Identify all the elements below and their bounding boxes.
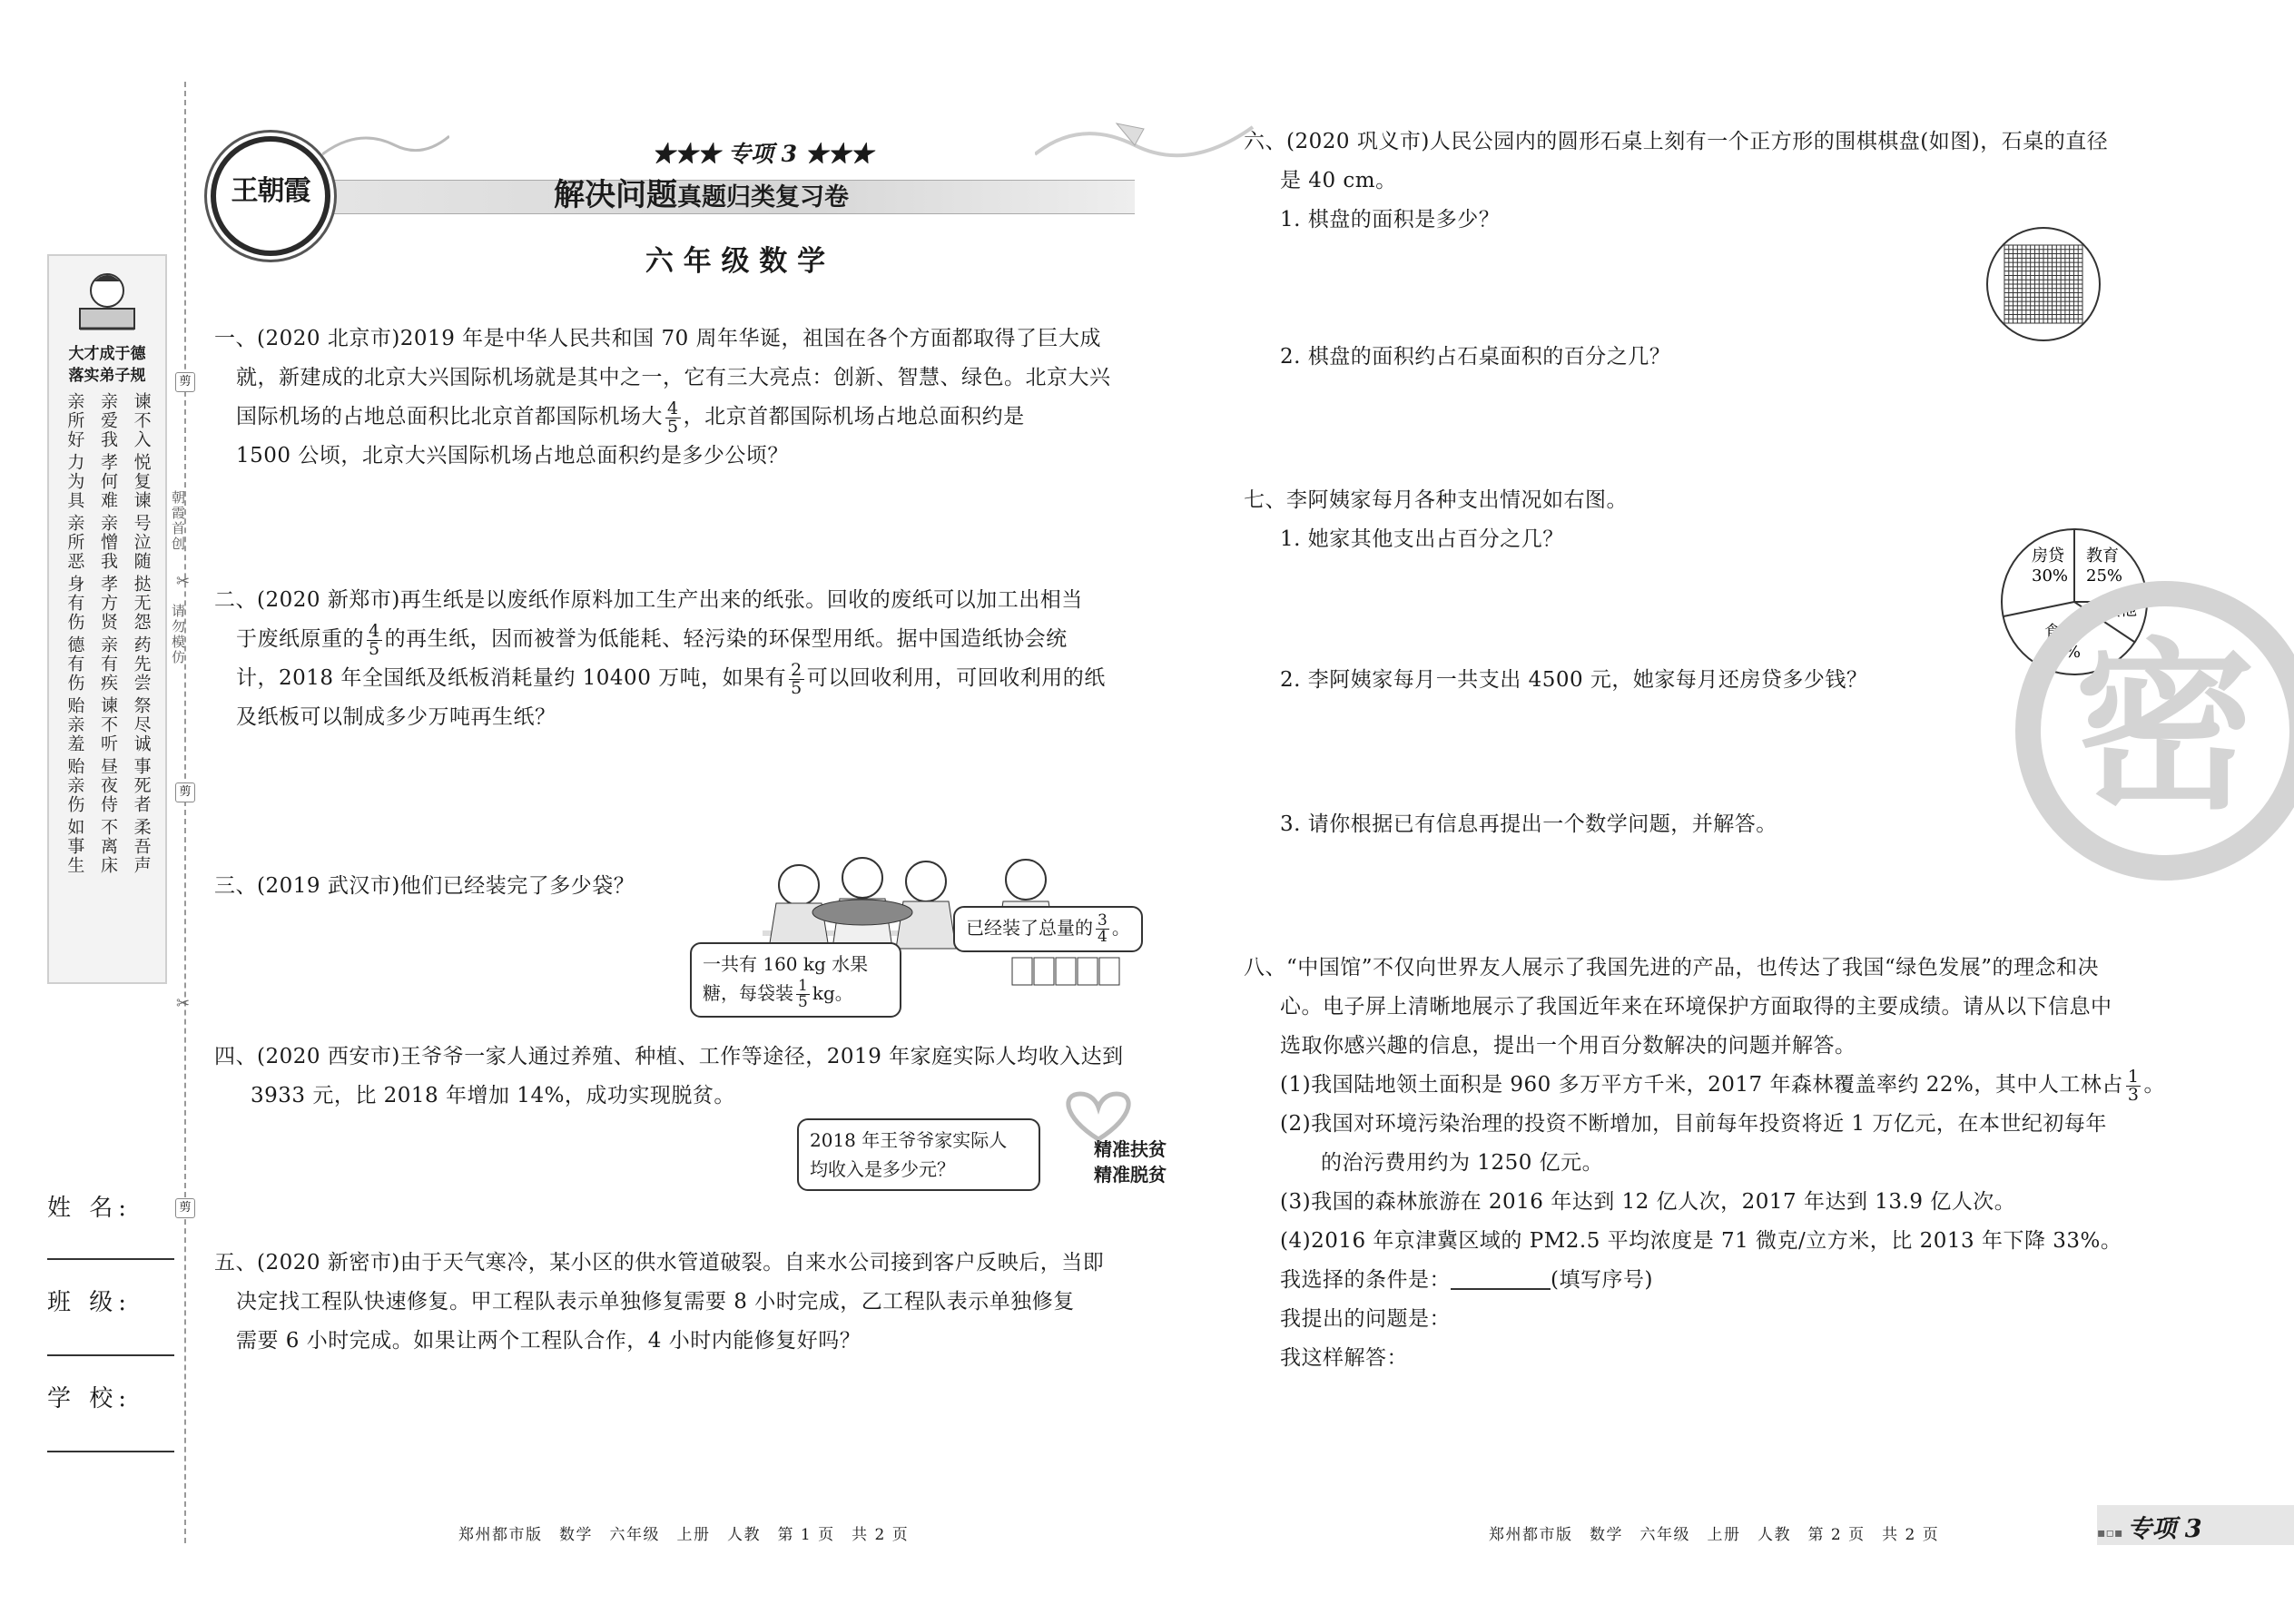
verse: 亲有疾 <box>97 635 118 693</box>
q2-text: 可以回收利用，可回收利用的纸 <box>806 666 1106 690</box>
condition-answer-blank[interactable] <box>1451 1288 1551 1290</box>
q5-line: 需要 6 小时完成。如果让两个工程队合作，4 小时内能修复好吗？ <box>236 1329 861 1353</box>
paper-title <box>554 176 849 217</box>
pie-label-education: 教育 <box>2086 546 2119 566</box>
question-1 <box>214 320 1177 476</box>
q8-ask: 我提出的问题是： <box>1280 1307 1451 1331</box>
verse: 贻亲羞 <box>64 696 85 753</box>
pie-value-education: 25% <box>2086 566 2123 586</box>
verse: 事死者 <box>131 757 152 814</box>
speech-bubble-packed <box>953 906 1143 952</box>
q7-sub: 2. 李阿姨家每月一共支出 4500 元，她家每月还房贷多少钱？ <box>1280 668 1868 692</box>
bubble-text: 2018 年王爷爷家实际人 <box>810 1129 1008 1151</box>
verse: 药先尝 <box>131 635 152 693</box>
brand-logo <box>211 136 330 256</box>
child-reading-illustration <box>67 265 147 341</box>
q1-line <box>214 398 1177 437</box>
grade-subject: 六 年 级 数 学 <box>645 245 826 278</box>
denominator: 4 <box>1098 928 1108 946</box>
q1-text: 国际机场的占地总面积比北京首都国际机场大 <box>236 405 663 428</box>
bubble-text-part: 。 <box>1111 917 1130 939</box>
bubble-text: 均收入是多少元？ <box>810 1158 955 1180</box>
speech-bubble-total <box>690 942 901 1018</box>
scissors-icon: ✂ <box>176 994 191 1013</box>
verse: 挞无怨 <box>131 575 152 632</box>
numerator: 3 <box>1098 911 1108 930</box>
question-4 <box>214 1038 1177 1116</box>
q6-line: 六、(2020 巩义市)人民公园内的圆形石桌上刻有一个正方形的围棋棋盘(如图)，石桌的直径 <box>1244 130 2109 153</box>
q8-text: (1)我国陆地领土面积是 960 多万平方千米，2017 年森林覆盖率约 22%，其中人工林占 <box>1280 1073 2123 1097</box>
q3-line: 三、(2019 武汉市)他们已经装完了多少袋？ <box>214 874 635 898</box>
side-note: 请勿模仿 <box>170 604 186 665</box>
fraction <box>1096 913 1109 945</box>
school-label: 学 校: <box>47 1385 133 1412</box>
verse-grid <box>58 392 158 875</box>
question-6 <box>1244 123 2224 240</box>
verse: 身有伤 <box>64 575 85 632</box>
bubble-text <box>703 979 889 1010</box>
bubble-text-part: kg。 <box>812 982 853 1004</box>
verse: 柔吾声 <box>131 818 152 875</box>
q2-text: 计，2018 年全国纸及纸板消耗量约 10400 万吨，如果有 <box>236 666 787 690</box>
bubble-text-part: 糖，每袋装 <box>703 982 793 1004</box>
pie-label-other: 其他 <box>2104 601 2137 620</box>
cut-line <box>184 82 186 1543</box>
bubble-text: 一共有 160 kg 水果 <box>703 953 869 975</box>
pie-label-food: 食物 <box>2044 623 2077 642</box>
cut-mark: 剪 <box>175 372 195 392</box>
denominator: 5 <box>369 638 380 659</box>
q1-line: 就，新建成的北京大兴国际机场就是其中之一，它有三大亮点：创新、智慧、绿色。北京大兴 <box>236 366 1111 389</box>
title-rest: 真题归类复习卷 <box>677 183 849 212</box>
cut-mark: 剪 <box>175 1198 195 1218</box>
q8-condition <box>1244 1066 2224 1105</box>
q7-sub: 3. 请你根据已有信息再提出一个数学问题，并解答。 <box>1280 812 1777 836</box>
verse: 悦复谏 <box>131 453 152 510</box>
q8-condition: 的治污费用约为 1250 亿元。 <box>1321 1151 1604 1175</box>
pie-label-mortgage: 房贷 <box>2032 546 2064 566</box>
heart-icon <box>1062 1089 1135 1144</box>
verse: 昼夜侍 <box>97 757 118 814</box>
question-8 <box>1244 949 2224 1378</box>
verse: 孝何难 <box>97 453 118 510</box>
slogan-line: 精准脱贫 <box>1094 1164 1167 1186</box>
question-5 <box>214 1244 1177 1361</box>
q5-line: 决定找工程队快速修复。甲工程队表示单独修复需要 8 小时完成，乙工程队表示单独修复 <box>236 1290 1075 1314</box>
q2-line <box>214 659 1177 698</box>
q8-line: 选取你感兴趣的信息，提出一个用百分数解决的问题并解答。 <box>1280 1034 1856 1058</box>
slogan <box>1058 1137 1167 1187</box>
pie-value-food: 36% <box>2044 643 2082 662</box>
section-tag-text: 专项 3 <box>2127 1515 2202 1543</box>
numerator: 4 <box>369 620 380 641</box>
slogan-line: 精准扶贫 <box>1094 1138 1167 1160</box>
verse: 不离床 <box>97 818 118 875</box>
school-field[interactable] <box>47 1451 174 1452</box>
q1-line: 一、(2020 北京市)2019 年是中华人民共和国 70 周年华诞，祖国在各个方面都取得了巨大成 <box>214 327 1102 350</box>
scissors-icon: ✂ <box>176 572 191 591</box>
title-bold: 解决问题 <box>554 177 677 213</box>
numerator: 4 <box>667 398 679 418</box>
verse: 祭尽诚 <box>131 696 152 753</box>
q5-line: 五、(2020 新密市)由于天气寒冷，某小区的供水管道破裂。自来水公司接到客户反映后，当即 <box>214 1251 1105 1275</box>
motto-line-2: 落实弟子规 <box>68 367 146 385</box>
class-label: 班 级: <box>47 1289 133 1316</box>
verse: 亲所好 <box>64 392 85 449</box>
q6-sub: 2. 棋盘的面积约占石桌面积的百分之几？ <box>1280 345 1671 369</box>
name-field[interactable] <box>47 1258 174 1260</box>
verse: 孝方贤 <box>97 575 118 632</box>
student-info <box>47 1189 133 1412</box>
cut-mark: 剪 <box>175 782 195 802</box>
q8-text: (填写序号) <box>1551 1268 1653 1292</box>
class-field[interactable] <box>47 1354 174 1356</box>
verse: 亲憎我 <box>97 514 118 571</box>
bubble-text-part: 已经装了总量的 <box>966 917 1093 939</box>
q2-line <box>214 620 1177 659</box>
q1-line: 1500 公顷，北京大兴国际机场占地总面积约是多少公顷？ <box>236 444 789 468</box>
q8-choose <box>1244 1261 2224 1300</box>
ribbon-decoration <box>322 118 449 172</box>
q4-line: 四、(2020 西安市)王爷爷一家人通过养殖、种植、工作等途径，2019 年家庭实际人均收入达到 <box>214 1045 1124 1068</box>
speech-bubble-income <box>797 1118 1040 1191</box>
secret-stamp <box>2015 581 2294 881</box>
section-tag: ▪▫▪ 专项 3 <box>2097 1515 2202 1543</box>
q2-text: 于废纸原重的 <box>236 627 364 651</box>
series-label: ★★★ 专项 3 ★★★ <box>652 141 873 167</box>
numerator: 2 <box>791 659 802 680</box>
q8-condition: (2)我国对环境污染治理的投资不断增加，目前每年投资将近 1 万亿元，在本世纪初每年 <box>1280 1112 2107 1136</box>
fraction <box>796 979 810 1010</box>
numerator: 1 <box>798 977 808 995</box>
verse: 谏不听 <box>97 696 118 753</box>
q8-condition: (4)2016 年京津冀区域的 PM2.5 平均浓度是 71 微克/立方米，比 2013 年下降 33%。 <box>1280 1229 2122 1253</box>
question-3 <box>214 867 686 906</box>
verse: 谏不入 <box>131 392 152 449</box>
verse: 贻亲伤 <box>64 757 85 814</box>
q8-line: 心。电子屏上清晰地展示了我国近年来在环境保护方面取得的主要成绩。请从以下信息中 <box>1280 995 2112 1019</box>
verse: 号泣随 <box>131 514 152 571</box>
fraction <box>367 620 382 659</box>
q8-text: 。 <box>2143 1073 2165 1097</box>
denominator: 5 <box>791 677 802 698</box>
footer-page-2: 郑州都市版 数学 六年级 上册 人教 第 2 页 共 2 页 <box>1489 1526 1940 1544</box>
motto-line-1: 大才成于德 <box>68 345 146 363</box>
verse: 亲爱我 <box>97 392 118 449</box>
footer-page-1: 郑州都市版 数学 六年级 上册 人教 第 1 页 共 2 页 <box>458 1526 910 1544</box>
fraction <box>665 400 681 436</box>
q1-text: ，北京首都国际机场占地总面积约是 <box>683 405 1025 428</box>
stamp-char: 密 <box>2073 623 2256 834</box>
q8-condition: (3)我国的森林旅游在 2016 年达到 12 亿人次，2017 年达到 13.9 亿人次。 <box>1280 1190 2016 1214</box>
q2-line: 二、(2020 新郑市)再生纸是以废纸作原料加工生产出来的纸张。回收的废纸可以加工出相当 <box>214 588 1083 612</box>
q8-line: 八、“中国馆”不仅向世界友人展示了我国先进的产品，也传达了我国“绿色发展”的理念和决 <box>1244 956 2100 979</box>
verse: 德有伤 <box>64 635 85 693</box>
logo-text: 王朝霞 <box>231 175 310 207</box>
q2-line: 及纸板可以制成多少万吨再生纸？ <box>236 705 556 729</box>
motto-strip <box>47 254 167 984</box>
numerator: 1 <box>2127 1066 2140 1087</box>
q6-sub: 1. 棋盘的面积是多少？ <box>1280 208 1501 231</box>
denominator: 5 <box>667 416 679 437</box>
denominator: 5 <box>798 993 808 1011</box>
q8-text: 我选择的条件是： <box>1280 1268 1451 1292</box>
fraction <box>2126 1068 2141 1104</box>
fraction <box>789 659 804 698</box>
side-note: 朝霞首创 <box>170 490 186 552</box>
name-label: 姓 名: <box>47 1195 133 1222</box>
verse: 亲所恶 <box>64 514 85 571</box>
q8-answer: 我这样解答： <box>1280 1346 1408 1370</box>
denominator: 3 <box>2127 1084 2140 1105</box>
verse: 如事生 <box>64 818 85 875</box>
q2-text: 的再生纸，因而被誉为低能耗、轻污染的环保型用纸。据中国造纸协会统 <box>384 627 1068 651</box>
verse: 力为具 <box>64 453 85 510</box>
pie-value-mortgage: 30% <box>2032 566 2069 586</box>
q4-line: 3933 元，比 2018 年增加 14%，成功实现脱贫。 <box>251 1084 735 1107</box>
q7-line: 七、李阿姨家每月各种支出情况如右图。 <box>1244 488 1628 512</box>
go-board-figure <box>1984 225 2102 343</box>
q6-line: 是 40 cm。 <box>1280 169 1397 192</box>
question-2 <box>214 581 1177 737</box>
q7-sub: 1. 她家其他支出占百分之几？ <box>1280 527 1564 551</box>
